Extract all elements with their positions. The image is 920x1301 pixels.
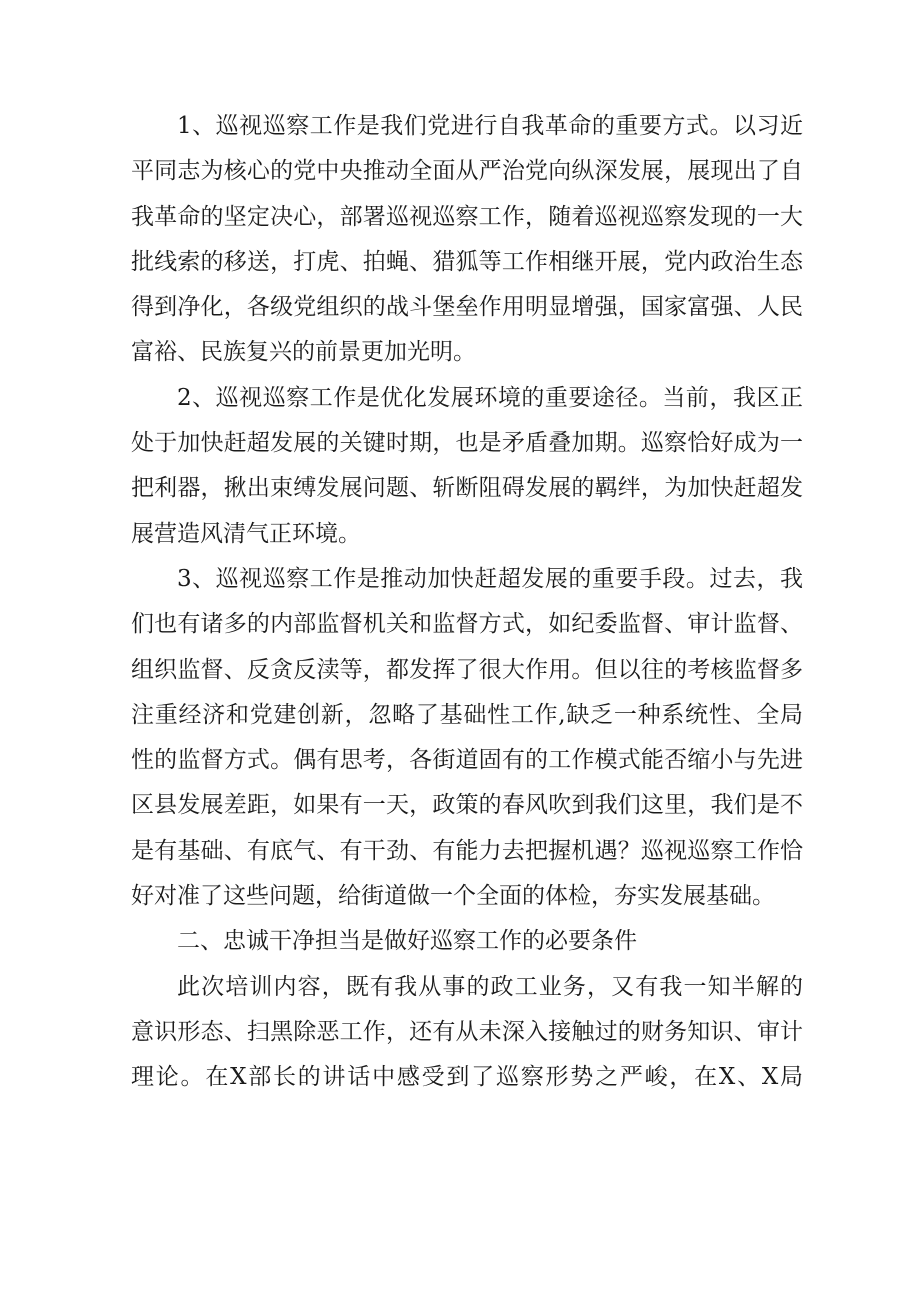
- text-line: 性的监督方式。偶有思考，各街道固有的工作模式能否缩小与先进: [131, 747, 803, 774]
- document-body: [131, 104, 803, 1101]
- text-line: 1、巡视巡察工作是我们党进行自我革命的重要方式。以习近: [177, 113, 803, 139]
- text-line: 得到净化，各级党组织的战斗堡垒作用明显增强，国家富强、人民: [131, 294, 803, 321]
- text-line: 注重经济和党建创新，忽略了基础性工作,缺乏一种系统性、全局: [131, 701, 803, 728]
- text-line: 好对准了这些问题，给街道做一个全面的体检，夯实发展基础。: [131, 883, 775, 910]
- text-line: 3、巡视巡察工作是推动加快赶超发展的重要手段。过去，我: [177, 565, 803, 592]
- text-line: 平同志为核心的党中央推动全面从严治党向纵深发展，展现出了自: [131, 158, 803, 185]
- text-line: 理论。在X部长的讲话中感受到了巡察形势之严峻，在X、X局: [131, 1064, 803, 1091]
- text-line: 意识形态、扫黑除恶工作，还有从未深入接触过的财务知识、审计: [131, 1018, 803, 1045]
- text-line: 我革命的坚定决心，部署巡视巡察工作，随着巡视巡察发现的一大: [131, 203, 803, 230]
- text-line: 二、忠诚干净担当是做好巡察工作的必要条件: [177, 928, 637, 955]
- text-line: 把利器，揪出束缚发展问题、斩断阻碍发展的羁绊，为加快赶超发: [131, 475, 803, 502]
- text-line: 是有基础、有底气、有干劲、有能力去把握机遇？巡视巡察工作恰: [131, 837, 803, 864]
- text-line: 处于加快赶超发展的关键时期，也是矛盾叠加期。巡察恰好成为一: [131, 430, 803, 457]
- text-line: 此次培训内容，既有我从事的政工业务，又有我一知半解的: [177, 973, 803, 1000]
- text-line: 区县发展差距，如果有一天，政策的春风吹到我们这里，我们是不: [131, 792, 803, 819]
- text-line: 组织监督、反贪反渎等，都发挥了很大作用。但以往的考核监督多: [131, 656, 803, 683]
- text-line: 2、巡视巡察工作是优化发展环境的重要途径。当前，我区正: [177, 384, 803, 411]
- text-line: 富裕、民族复兴的前景更加光明。: [131, 339, 476, 366]
- text-line: 展营造风清气正环境。: [131, 520, 361, 547]
- text-line: 们也有诸多的内部监督机关和监督方式，如纪委监督、审计监督、: [131, 611, 803, 638]
- text-line: 批线索的移送，打虎、拍蝇、猎狐等工作相继开展，党内政治生态: [131, 248, 803, 275]
